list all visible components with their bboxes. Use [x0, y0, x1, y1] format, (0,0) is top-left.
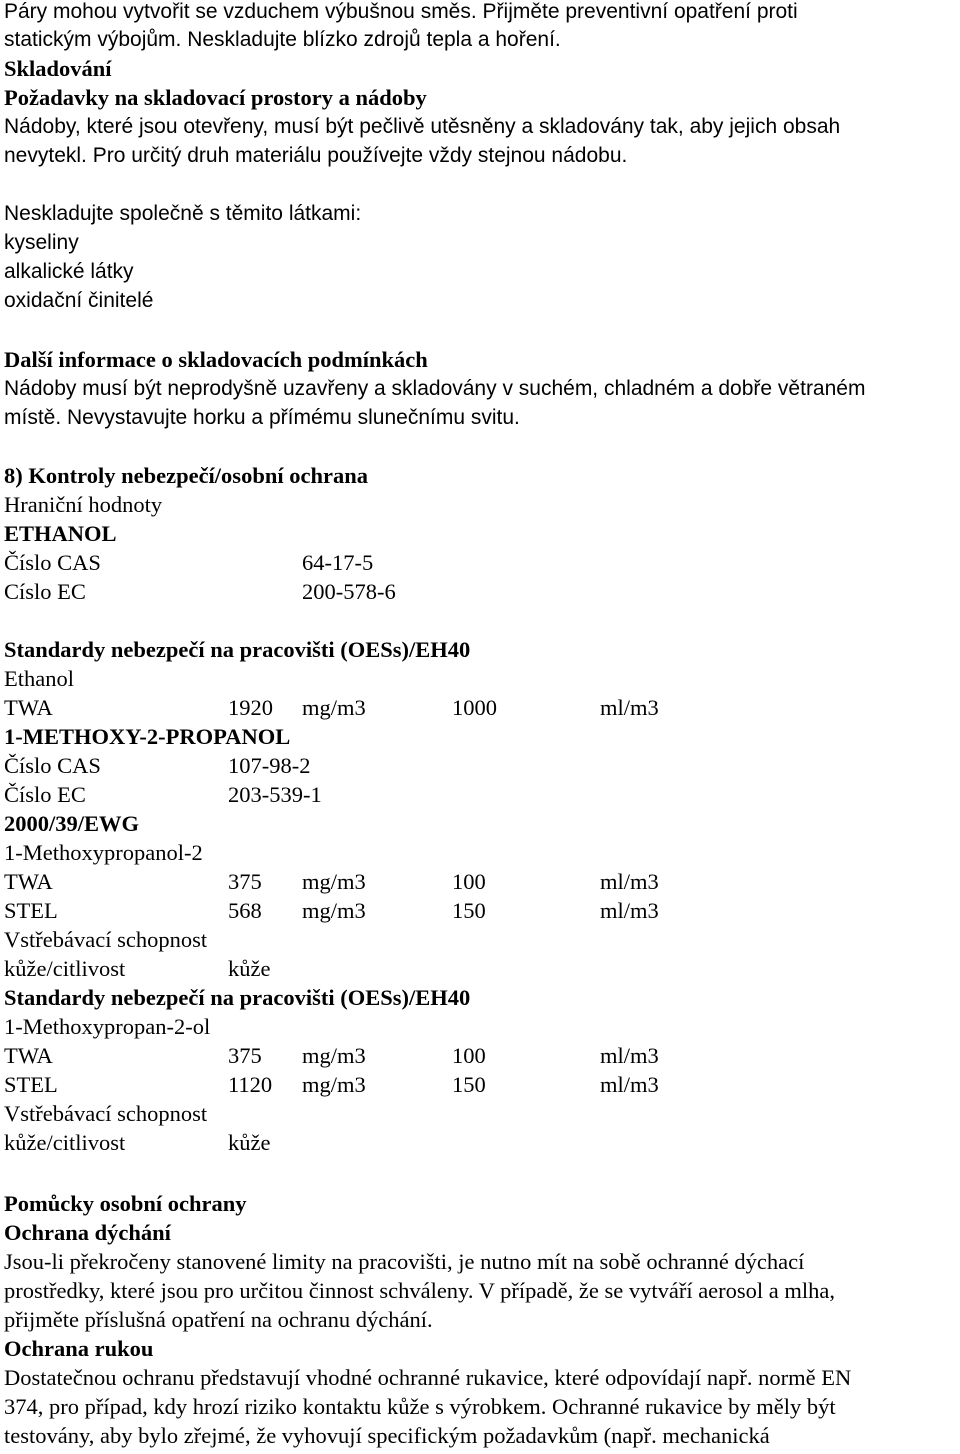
- incompat-item: alkalické látky: [4, 260, 134, 283]
- hand-line-2: 374, pro případ, kdy hrozí riziko kontaktu kůže s výrobkem. Ochranné rukavice by měly být: [4, 1394, 836, 1419]
- skin-label: kůže/citlivost: [4, 956, 126, 981]
- limit-value-mg: 1920: [228, 695, 273, 720]
- methoxy-cas-row: [4, 752, 956, 780]
- cas-value: 64-17-5: [302, 550, 374, 575]
- storage-text-line-1: Nádoby, které jsou otevřeny, musí být pečlivě utěsněny a skladovány tak, aby jejich obsah: [4, 115, 841, 138]
- storage-text-line-2: nevytekl. Pro určitý druh materiálu používejte vždy stejnou nádobu.: [4, 144, 628, 167]
- incompat-item: oxidační činitelé: [4, 289, 154, 312]
- absorb-label: Vstřebávací schopnost: [4, 1101, 208, 1126]
- methoxy-ec-row: [4, 781, 956, 809]
- ethanol-name: ETHANOL: [4, 521, 117, 546]
- ethanol-substance: Ethanol: [4, 666, 74, 691]
- limit-value-mg: 375: [228, 869, 262, 894]
- table-row: [4, 1071, 956, 1099]
- ec-value: 203-539-1: [228, 782, 322, 807]
- ec-value: 200-578-6: [302, 579, 396, 604]
- limit-type: STEL: [4, 898, 58, 923]
- limit-unit-ml: ml/m3: [600, 1043, 659, 1068]
- storage-more-line-2: místě. Nevystavujte horku a přímému slunečnímu svitu.: [4, 406, 520, 429]
- storage-heading: Skladování: [4, 56, 112, 81]
- hand-line-1: Dostatečnou ochranu představují vhodné ochranné rukavice, které odpovídají např. normě EN: [4, 1365, 852, 1390]
- intro-line-1: Páry mohou vytvořit se vzduchem výbušnou směs. Přijměte preventivní opatření proti: [4, 0, 798, 23]
- limit-unit-ml: ml/m3: [600, 695, 659, 720]
- intro-line-2: statickým výbojům. Neskladujte blízko zdrojů tepla a hoření.: [4, 28, 561, 51]
- limit-value-ml: 100: [452, 869, 486, 894]
- limit-type: TWA: [4, 869, 53, 894]
- resp-heading: Ochrana dýchání: [4, 1220, 171, 1245]
- ec-label: Císlo EC: [4, 579, 86, 604]
- storage-more-heading: Další informace o skladovacích podmínkách: [4, 347, 428, 372]
- incompat-item: kyseliny: [4, 231, 79, 254]
- methoxy-standard-heading: Standardy nebezpečí na pracovišti (OESs)/EH40: [4, 985, 471, 1010]
- storage-subheading: Požadavky na skladovací prostory a nádoby: [4, 85, 427, 110]
- limit-unit-ml: ml/m3: [600, 898, 659, 923]
- limit-value-mg: 1120: [228, 1072, 273, 1097]
- cas-label: Číslo CAS: [4, 753, 101, 778]
- limit-unit-ml: ml/m3: [600, 869, 659, 894]
- limit-unit-mg: mg/m3: [302, 869, 366, 894]
- skin-value: kůže: [228, 956, 271, 981]
- table-row: [4, 694, 956, 722]
- limit-type: STEL: [4, 1072, 58, 1097]
- limit-unit-mg: mg/m3: [302, 1072, 366, 1097]
- limit-value-ml: 150: [452, 898, 486, 923]
- limit-unit-mg: mg/m3: [302, 1043, 366, 1068]
- limit-unit-mg: mg/m3: [302, 695, 366, 720]
- methoxy-name: 1-METHOXY-2-PROPANOL: [4, 724, 291, 749]
- table-row: [4, 1042, 956, 1070]
- skin-row: [4, 955, 956, 983]
- skin-row: [4, 1129, 956, 1157]
- section8-heading: 8) Kontroly nebezpečí/osobní ochrana: [4, 463, 368, 488]
- limits-label: Hraniční hodnoty: [4, 492, 163, 517]
- methoxy-substance-1: 1-Methoxypropanol-2: [4, 840, 203, 865]
- incompat-title: Neskladujte společně s těmito látkami:: [4, 202, 362, 225]
- limit-value-mg: 375: [228, 1043, 262, 1068]
- table-row: [4, 868, 956, 896]
- resp-line-3: přijměte příslušná opatření na ochranu dýchání.: [4, 1307, 433, 1332]
- ethanol-standard-heading: Standardy nebezpečí na pracovišti (OESs)/EH40: [4, 637, 471, 662]
- limit-value-mg: 568: [228, 898, 262, 923]
- skin-value: kůže: [228, 1130, 271, 1155]
- hand-line-3: testovány, aby bylo zřejmé, že vyhovují specifickým požadavkům (např. mechanická: [4, 1423, 770, 1448]
- limit-value-ml: 100: [452, 1043, 486, 1068]
- ec-label: Číslo EC: [4, 782, 86, 807]
- directive-heading: 2000/39/EWG: [4, 811, 140, 836]
- hand-heading: Ochrana rukou: [4, 1336, 154, 1361]
- methoxy-substance-2: 1-Methoxypropan-2-ol: [4, 1014, 211, 1039]
- storage-more-line-1: Nádoby musí být neprodyšně uzavřeny a skladovány v suchém, chladném a dobře větraném: [4, 377, 866, 400]
- limit-value-ml: 1000: [452, 695, 497, 720]
- ethanol-cas-row: [4, 549, 956, 577]
- resp-line-1: Jsou-li překročeny stanovené limity na pracovišti, je nutno mít na sobě ochranné dýchací: [4, 1249, 805, 1274]
- limit-type: TWA: [4, 1043, 53, 1068]
- cas-label: Číslo CAS: [4, 550, 101, 575]
- absorb-label: Vstřebávací schopnost: [4, 927, 208, 952]
- ppe-heading: Pomůcky osobní ochrany: [4, 1191, 247, 1216]
- limit-unit-mg: mg/m3: [302, 898, 366, 923]
- resp-line-2: prostředky, které jsou pro určitou činnost schváleny. V případě, že se vytváří aerosol a mlha,: [4, 1278, 836, 1303]
- skin-label: kůže/citlivost: [4, 1130, 126, 1155]
- limit-value-ml: 150: [452, 1072, 486, 1097]
- ethanol-ec-row: [4, 578, 956, 606]
- limit-unit-ml: ml/m3: [600, 1072, 659, 1097]
- cas-value: 107-98-2: [228, 753, 311, 778]
- limit-type: TWA: [4, 695, 53, 720]
- table-row: [4, 897, 956, 925]
